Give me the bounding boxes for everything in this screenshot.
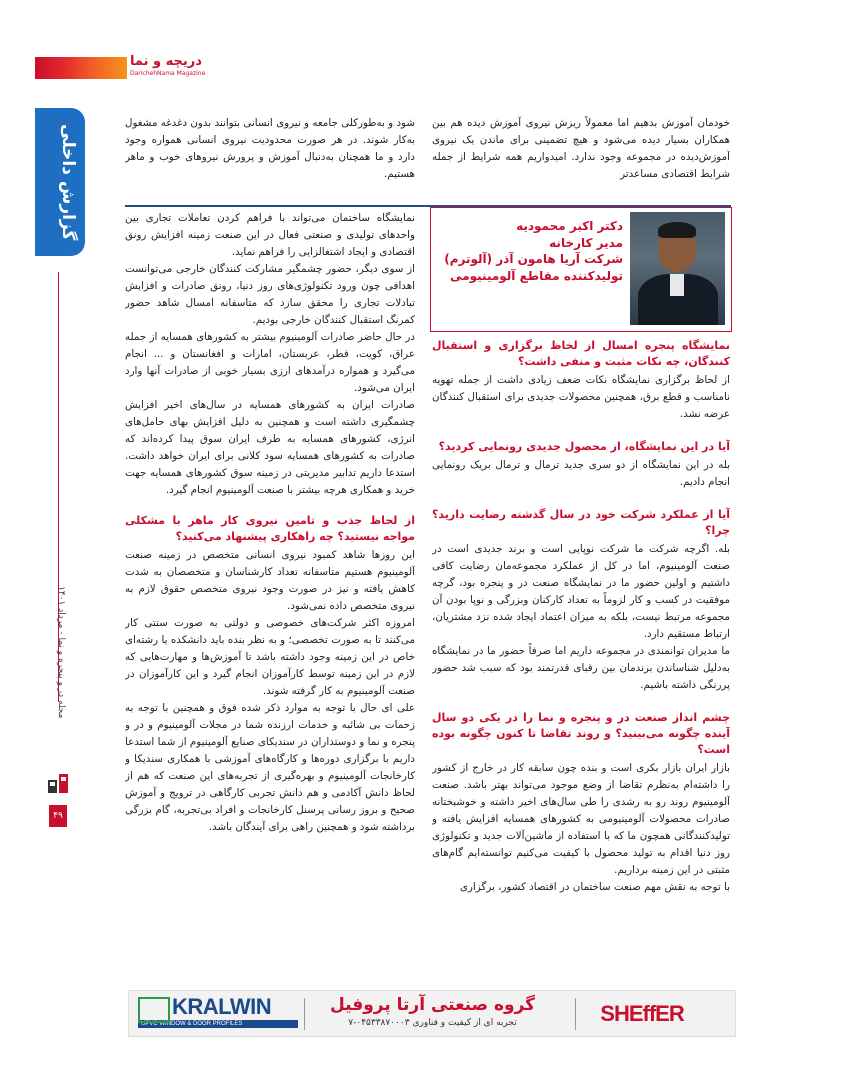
interviewee-photo — [630, 212, 725, 325]
question-4: چشم انداز صنعت در و پنجره و نما را در یکی دو سال آینده چگونه می‌بینید؟ و روند تقاضا تا کنون چگونه بوده است؟ — [432, 711, 730, 756]
left-paragraph-6: امروزه اکثر شرکت‌های خصوصی و دولتی به صورت سنتی کار می‌کنند تا به صورت تخصصی؛ و به نظر بنده باید دانشکده یا رشته‌ای خاص در این زمینه وجود داشته باشد تا آموزش‌ها و مهارت‌هایی که لازم در این زمینه توسط کارآموزان انجام گیرد و این کارآموزان در صنعت آلومینیوم به کار گرفته شوند. — [125, 617, 415, 697]
right-column — [432, 338, 730, 980]
answer-4: بازار ایران بازار بکری است و بنده چون سابقه کار در خارج از کشور را داشته‌ام به‌نظرم تقاضا از وضع موجود می‌تواند بهتر باشد. صنعت آلومینیوم روند رو به رشدی را طی سال‌های اخیر داشته و خوشبختانه صادرات محصولات آلومینیومی به کشورهای همسایه افزایش یافته و تولیدکنندگانی همچون ما که با استفاده از ماشین‌آلات جدید و تکنولوژی روز دنیا اقدام به تولید محصول با کیفیت می‌کنیم توانسته‌ایم گام‌های مثبتی در این زمینه برداریم. — [432, 762, 730, 876]
kralwin-subtitle: UPVC WINDOW & DOOR PROFILES — [138, 1020, 298, 1028]
top-left-paragraph: شود و به‌طورکلی جامعه و نیروی انسانی بتوانند بدون دغدغه مشغول به‌کار شوند. در هر صورت محدودیت نیروی انسانی همواره وجود دارد و ما همچنان به‌دنبال آموزش و پرورش نیروهای خوب و ماهر هستیم. — [125, 117, 415, 180]
sheffer-logo: SHEffER — [600, 1001, 684, 1026]
logo-text: دریچه و نما — [130, 54, 202, 69]
left-paragraph-3: در حال حاضر صادرات آلومینیوم بیشتر به کشورهای همسایه از جمله عراق، کویت، قطر، عربستان، امارات و افغانستان و ... انجام می‌گیرد و همواره درآمدهای ارزی بسیار خوبی از صادرات آنها وارد ایران می‌شود. — [125, 331, 415, 394]
profile-info — [440, 218, 623, 284]
section-title: گزارش داخلی — [58, 123, 78, 241]
kralwin-logo — [138, 995, 298, 1029]
question-2: آیا در این نمایشگاه، از محصول جدیدی رونمایی کردید؟ — [438, 440, 730, 453]
top-right-paragraph: خودمان آموزش بدهیم اما معمولاً ریزش نیروی آموزش دیده هم بین همکاران بسیار دیده می‌شود و هیچ تضمینی برای ماندن یک نیروی آموزش‌دیده در مجموعه وجود ندارد. امیدواریم همه شرایط از جمله شرایط اقتصادی مساعدتر — [432, 117, 730, 180]
ad-company-subtitle: تجربه ای از کیفیت و فناوری ۰۴۵۳۳۸۷۰۰۰۳-۷ — [348, 1018, 517, 1028]
magazine-logo — [130, 54, 220, 84]
profile-name: دکتر اکبر محمودیه — [516, 219, 623, 233]
answer-2: بله در این نمایشگاه از دو سری جدید ترمال و ترمال بریک رونمایی انجام دادیم. — [432, 459, 730, 488]
left-paragraph-4: صادرات ایران به کشورهای همسایه در سال‌های اخیر افزایش چشمگیری داشته است و همچنین به دلیل افزایش بهای حامل‌های انرژی، کشورهای همسایه به طرف ایران سوق پیدا کرده‌اند که صادرات به کشورهای همسایه سود کلانی برای ایران خواهد داشت. استدعا داریم تدابیر مدیریتی در زمینه سوق کشورهای همسایه جهت خرید و همکاری هرچه بیشتر با صنعت آلومینیوم انجام گیرد. — [125, 399, 415, 496]
answer-3a: بله. اگرچه شرکت ما شرکت نوپایی است و برند جدیدی است در صنعت آلومینیوم، اما در کل از عملکرد مجموعه‌مان رضایت کافی داشتیم و اولین حضور ما در نمایشگاه صنعت در و پنجره بود، گرچه موفقیت در کسب و کار لزوماً به تعداد کارکنان وبزرگی و نوپا بودن آن مجموعه مرتبط نیست، بلکه به میزان اعتماد ایجاد شده نزد مشتریان، ارتباط مستقیم دارد. — [432, 543, 730, 640]
profile-company: شرکت آریا هامون آذر (آلوترم) — [444, 252, 623, 266]
header-color-stripe — [35, 57, 127, 79]
question-3: آیا از عملکرد شرکت خود در سال گذشته رضایت دارید؟ چرا؟ — [432, 508, 730, 537]
magazine-mini-logo-icon — [47, 772, 69, 794]
window-icon — [138, 997, 170, 1023]
answer-3b: ما مدیران توانمندی در مجموعه داریم اما صرفاً حضور ما در نمایشگاه به‌دلیل شناساندن برندمان بین رقبای قدرتمند بود که سبب شد حضور پررنگی داشته باشیم. — [432, 645, 730, 691]
page-number: ۴۹ — [49, 805, 67, 827]
left-paragraph-5: این روزها شاهد کمبود نیروی انسانی متخصص در زمینه صنعت آلومینیوم هستیم متاسفانه تعداد کارشناسان و متخصصان به شدت کاهش یافته و نیز در صورت وجود نیروی متخصص حقوق لازم به نیروی متخصص داده نمی‌شود. — [125, 549, 415, 612]
left-column — [125, 210, 415, 980]
profile-role: مدیر کارخانه — [549, 235, 623, 250]
ad-company-title: گروه صنعتی آرتا پروفیل — [329, 995, 536, 1015]
ad-center-block — [315, 994, 550, 1030]
answer-1: از لحاظ برگزاری نمایشگاه نکات ضعف زیادی داشت از جمله تهویه نامناسب و قطع برق، همچنین محصولات جدیدی برای استقبال کنندگان عرضه نشد. — [432, 374, 730, 420]
left-paragraph-1: نمایشگاه ساختمان می‌تواند با فراهم کردن تعاملات تجاری بین واحدهای تولیدی و صنعتی فعال در این صنعت زمینه افزایش رونق اقتصادی و ایجاد اشتغالزایی را فراهم نماید. — [125, 212, 415, 258]
left-paragraph-2: از سوی دیگر، حضور چشمگیر مشارکت کنندگان خارجی می‌توانست اهدافی چون ورود تکنولوژی‌های روز دنیا، رونق صادرات و افزایش تبادلات تجاری را محقق سازد که متاسفانه امسال شاهد حضور کمرنگ استقبال کنندگان خارجی بودیم. — [125, 263, 415, 326]
profile-description: تولیدکننده مقاطع آلومینیومی — [450, 268, 623, 283]
question-1: نمایشگاه پنجره امسال از لحاظ برگزاری و استقبال کنندگان، چه نکات مثبت و منفی داشت؟ — [432, 339, 730, 368]
kralwin-name: KRALWIN — [172, 994, 272, 1019]
ad-separator-right — [575, 998, 576, 1030]
question-5: از لحاظ جذب و تامین نیروی کار ماهر با مشکلی مواجه نیستید؟ چه راهکاری پیشنهاد می‌کنید؟ — [125, 514, 415, 543]
ad-separator-left — [304, 998, 305, 1030]
logo-subtitle: DarichehNama Magazine — [130, 70, 206, 77]
magazine-credit: مجله در و پنجره و نما - مرداد ۱۴۰۱ — [56, 585, 66, 718]
left-paragraph-7: علی ای حال با توجه به موارد ذکر شده فوق و همچنین با توجه به زحمات بی شائبه و خدمات ارزنده شما در مجلات آلومینیوم و در و پنجره و نما و دوستداران در سندیکای صنایع آلومینیوم از شما استدعا داریم با برگزاری دوره‌ها و کارگاه‌های آموزشی با همکاری سندیکا و کارخانجات آلومینیوم و بهره‌گیری از تجربه‌های این صنعت که هم از لحاظ دانش آکادمی و هم دانش تجربی کارگاهی در ترویج و آموزش صحیح و بروز رسانی پرسنل کارخانجات و افراد بی‌تجربه، گام بزرگی برداشته شود و همچنین راهی برای آیندگان باشد. — [125, 702, 415, 833]
answer-4b: با توجه به نقش مهم صنعت ساختمان در اقتصاد کشور، برگزاری — [459, 881, 730, 893]
